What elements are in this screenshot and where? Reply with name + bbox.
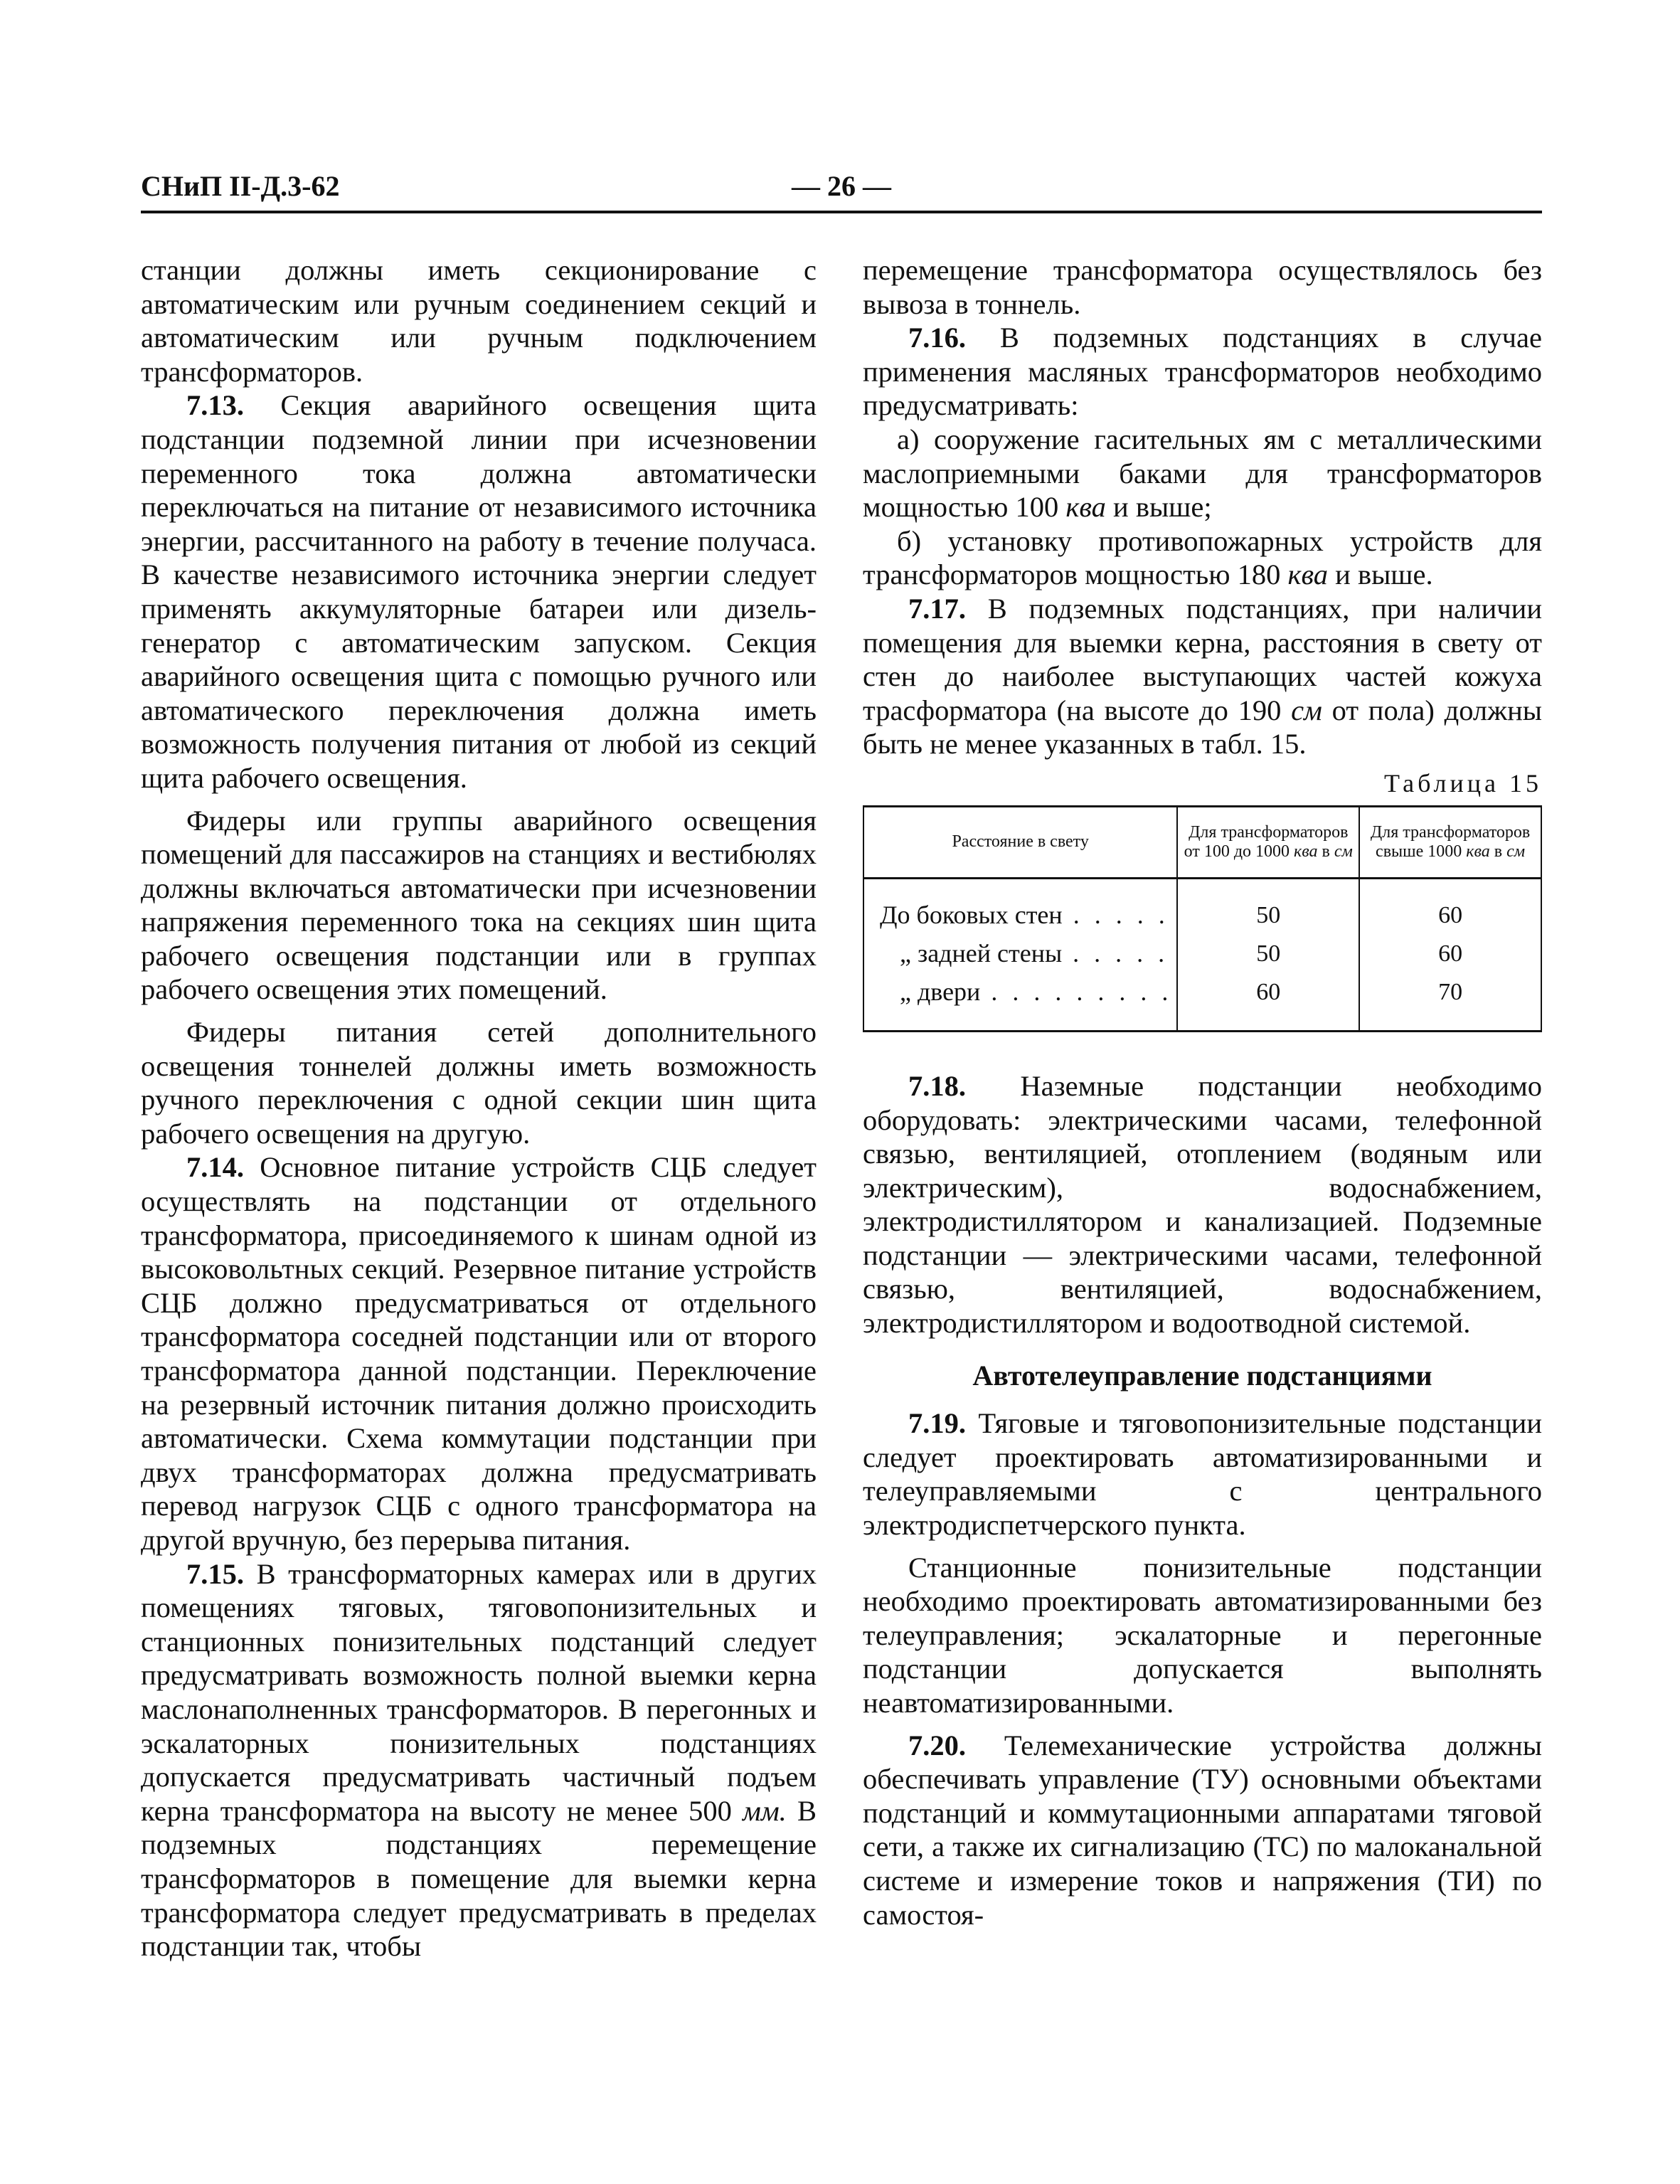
item-text: б) установку противопожарных устройств для трансформаторов мощностью 180 (863, 524, 1542, 591)
table-cell: 50 (1177, 878, 1359, 935)
unit: мм. (742, 1794, 787, 1827)
item-text: и выше. (1328, 558, 1433, 591)
paragraph: Фидеры или группы аварийного освещения помещений для пассажиров на станциях и вестибюлях должны включаться автоматически при исчезновении напряжения переменного тока на секциях шин щита рабочего освещения подстанции или в группах рабочего освещения этих помещений. (141, 804, 817, 1006)
row-label (863, 935, 1177, 973)
clause-text: В подземных подстанциях, при наличии помещения для выемки керна, расстояния в свету от стен до наиболее выступающих частей кожуха трасформатора (на высоте до 190 (863, 592, 1542, 726)
clause-number: 7.20. (908, 1729, 966, 1761)
table-row (863, 878, 1541, 935)
clause-number: 7.13. (186, 389, 244, 422)
paragraph: Станционные понизительные подстанции необходимо проектировать автоматизированными без телеуправления; эскалаторные и перегонные подстанции допускается выполнять неавтоматизированными. (863, 1551, 1542, 1719)
row-label-text: „ двери (900, 977, 981, 1007)
dot-leader: . . . . . (1062, 901, 1169, 930)
clause-number: 7.16. (908, 322, 966, 354)
clause-7-16 (863, 321, 1542, 423)
clause-text: от пола) должны быть не менее указанных в табл. 15. (863, 694, 1542, 760)
clause-7-19 (863, 1406, 1542, 1542)
header-text: Для трансформаторов свыше 1000 (1370, 822, 1531, 861)
right-column (863, 253, 1542, 1931)
dot-leader: . . . . . . . . . (980, 977, 1173, 1007)
left-column (141, 253, 817, 1963)
row-label-text: До боковых стен (880, 901, 1063, 930)
clause-7-15 (141, 1557, 817, 1963)
header-text: в (1489, 842, 1507, 861)
clause-7-18 (863, 1069, 1542, 1340)
row-label (863, 973, 1177, 1032)
clause-number: 7.15. (186, 1557, 244, 1590)
clause-text: В подземных подстанциях в случае применения масляных трансформаторов необходимо предусматривать: (863, 322, 1542, 422)
row-label-text: „ задней стены (900, 939, 1063, 968)
column-header (1177, 806, 1359, 878)
unit: ква (1294, 842, 1318, 861)
row-label (863, 878, 1177, 935)
clause-number: 7.17. (908, 592, 966, 625)
unit: см (1291, 694, 1322, 726)
document-code: СНиП II-Д.3-62 (141, 170, 340, 202)
table-row (863, 973, 1541, 1032)
table-cell: 60 (1359, 878, 1541, 935)
unit: см (1506, 842, 1526, 861)
table-15 (863, 805, 1542, 1032)
unit: см (1334, 842, 1353, 861)
column-header: Расстояние в свету (863, 806, 1177, 878)
clause-7-20 (863, 1729, 1542, 1932)
table-cell: 60 (1177, 973, 1359, 1032)
header-text: в (1317, 842, 1334, 861)
dot-leader: . . . . . (1062, 939, 1169, 968)
unit: ква (1466, 842, 1490, 861)
clause-text: Основное питание устройств СЦБ следует осуществлять на подстанции от отдельного трансформатора, присоединяемого к шинам одной из высоковольтных секций. Резервное питание устройств СЦБ должно предусматриваться от отдельного трансформатора соседней подстанции или от второго трансформатора данной подстанции. Переключение на резервный источник питания должно происходить автоматически. Схема коммутации подстанции при двух трансформаторах должна предусматривать перевод нагрузок СЦБ с одного трансформатора на другой вручную, без перерыва питания. (141, 1151, 817, 1556)
clause-number: 7.18. (908, 1069, 966, 1102)
table-header-row (863, 806, 1541, 878)
unit: ква (1065, 491, 1106, 524)
table-cell: 60 (1359, 935, 1541, 973)
table-caption: Таблица 15 (1384, 768, 1542, 797)
table-row (863, 935, 1541, 973)
list-item-b (863, 524, 1542, 592)
clause-number: 7.19. (908, 1407, 966, 1440)
clause-number: 7.14. (186, 1151, 244, 1184)
clause-text: В подземных подстанциях перемещение трансформаторов в помещение для выемки керна трансформатора следует предусматривать в пределах подстанции так, чтобы (141, 1794, 817, 1963)
clause-text: В трансформаторных камерах или в других помещениях тяговых, тяговопонизительных и станционных понизительных подстанций следует предусматривать возможность полной выемки керна маслонаполненных трансформаторов. В перегонных и эскалаторных понизительных подстанциях допускается предусматривать частичный подъем керна трансформатора на высоту не менее 500 (141, 1557, 817, 1827)
clause-7-13 (141, 388, 817, 795)
page-header (141, 165, 1542, 212)
section-heading: Автотелеуправление подстанциями (972, 1359, 1432, 1391)
clause-text: Телемеханические устройства должны обеспечивать управление (ТУ) основными объектами подстанций и коммутационными аппаратами тяговой сети, а также их сигнализацию (ТС) по малоканальной системе и измерение токов и напряжения (ТИ) по самостоя- (863, 1729, 1543, 1931)
header-text: Для трансформаторов от 100 до 1000 (1184, 822, 1349, 861)
table-cell: 70 (1359, 973, 1541, 1032)
clause-text: Наземные подстанции необходимо оборудовать: электрическими часами, телефонной связью, вентиляцией, отоплением (водяным или электрическим), водоснабжением, электродистиллятором и канализацией. Подземные подстанции — электрическими часами, телефонной связью, вентиляцией, водоснабжением, электродистиллятором и водоотводной системой. (863, 1069, 1543, 1340)
item-text: и выше; (1105, 491, 1212, 524)
clause-text: Тяговые и тяговопонизительные подстанции следует проектировать автоматизированными и телеуправляемыми с центрального электродиспетчерского пункта. (863, 1407, 1542, 1542)
paragraph: станции должны иметь секционирование с автоматическим или ручным соединением секций и автоматическим или ручным подключением трансформаторов. (141, 254, 817, 388)
paragraph: перемещение трансформатора осуществлялось без вывоза в тоннель. (863, 254, 1542, 320)
clause-text: Секция аварийного освещения щита подстанции подземной линии при исчезновении переменного тока должна автоматически переключаться на питание от независимого источника энергии, рассчитанного на работу в течение получаса. В качестве независимого источника энергии следует применять аккумуляторные батареи или дизель-генератор с автоматическим запуском. Секция аварийного освещения щита с помощью ручного или автоматического переключения должна иметь возможность получения питания от любой из секций щита рабочего освещения. (141, 389, 817, 794)
clause-7-17 (863, 592, 1542, 761)
page-number: — 26 — (792, 170, 891, 202)
table-cell: 50 (1177, 935, 1359, 973)
header-rule (141, 211, 1542, 213)
clause-7-14 (141, 1150, 817, 1557)
unit: ква (1287, 558, 1329, 591)
paragraph: Фидеры питания сетей дополнительного освещения тоннелей должны иметь возможность ручного переключения с одной секции шин щита рабочего освещения на другую. (141, 1016, 817, 1150)
column-header (1359, 806, 1541, 878)
list-item-a (863, 423, 1542, 524)
item-text: а) сооружение гасительных ям с металлическими маслоприемными баками для трансформаторов мощностью 100 (863, 423, 1542, 524)
